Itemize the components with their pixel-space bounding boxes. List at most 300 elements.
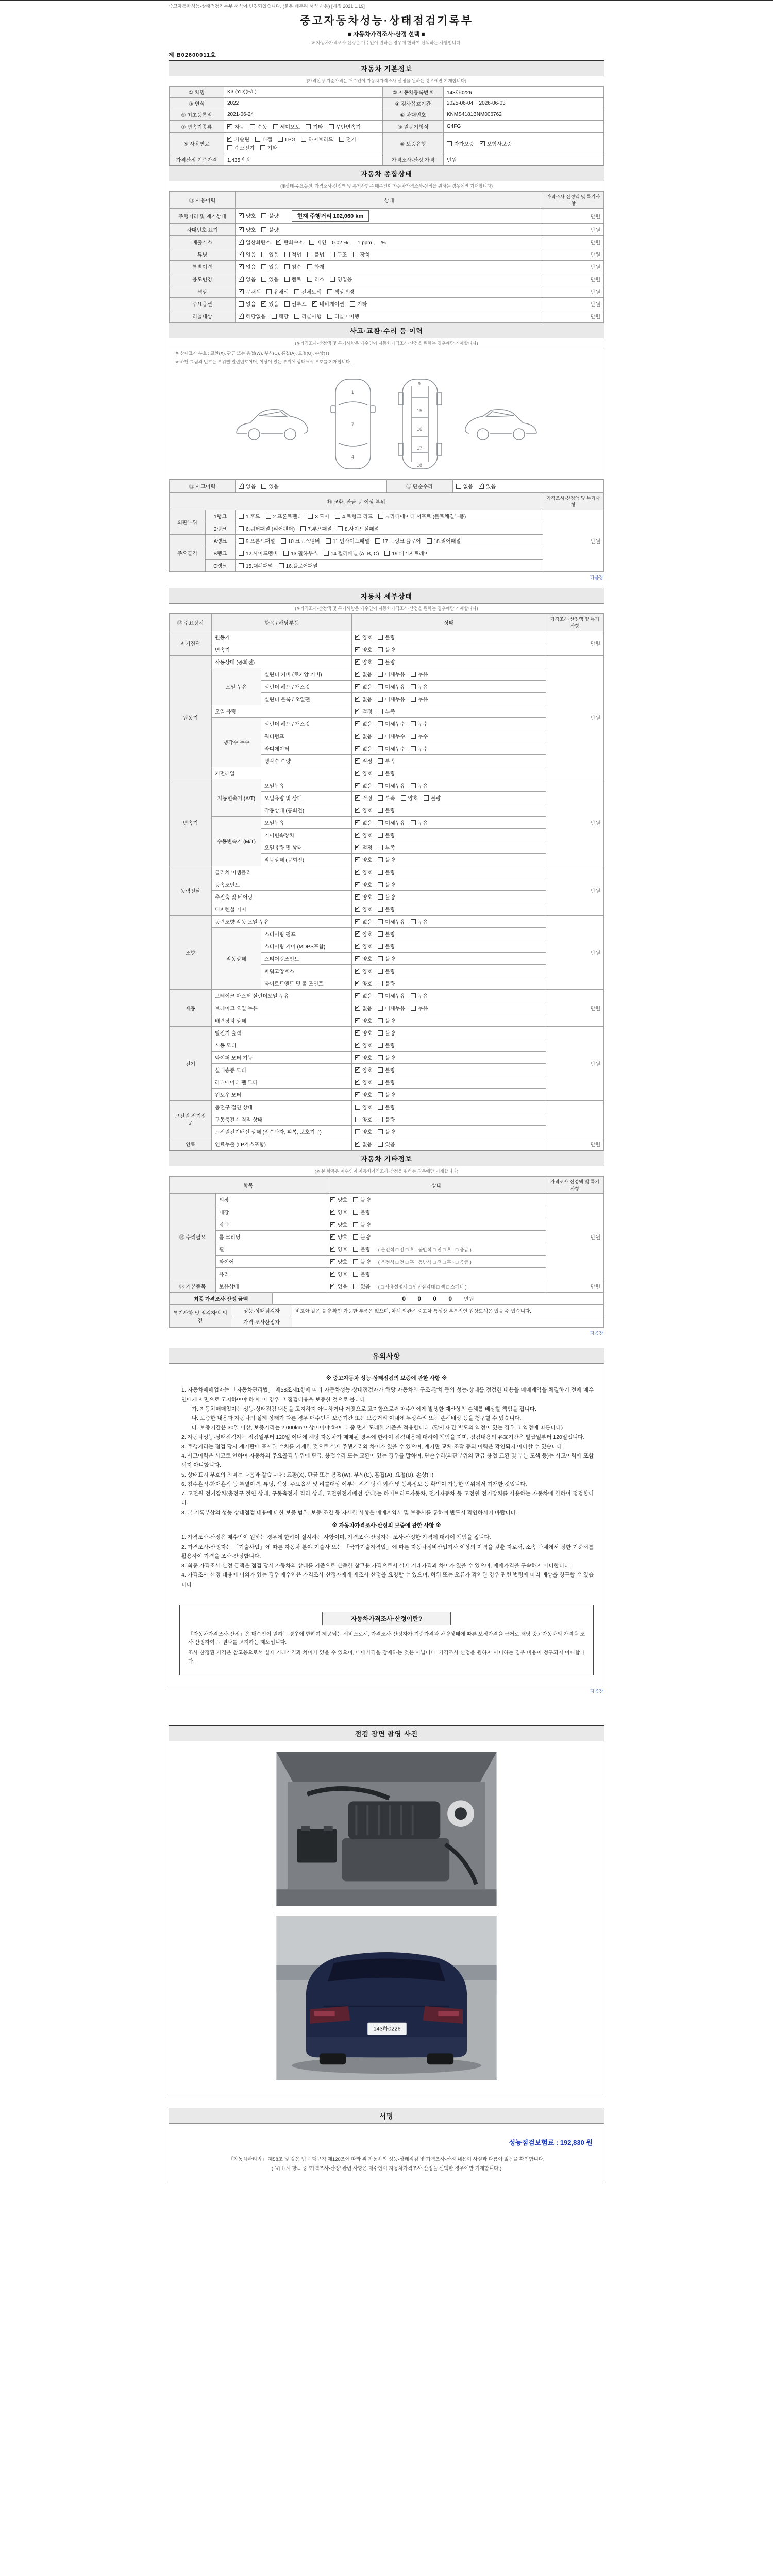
checkbox-box (239, 301, 244, 307)
checkbox-option[interactable] (355, 1115, 372, 1123)
checkbox-box (378, 845, 383, 850)
checkbox-option[interactable] (424, 794, 441, 802)
checkbox-label: 불량 (385, 648, 395, 653)
state-cell (352, 1027, 546, 1039)
checkbox-option[interactable] (306, 123, 323, 130)
basic-info-table (169, 86, 604, 165)
checkbox-option[interactable] (330, 1233, 347, 1241)
state-cell (352, 643, 546, 656)
checkbox-option[interactable] (355, 732, 372, 740)
checkbox-box (411, 734, 416, 739)
table-row (170, 121, 604, 133)
table-row (170, 1089, 604, 1101)
checkbox-box (355, 969, 360, 974)
checkbox-option[interactable] (427, 537, 461, 545)
checkbox-option[interactable] (276, 238, 304, 246)
checkbox-option[interactable] (250, 123, 267, 130)
notice-line: 1. 자동차매매업자는 「자동차관리법」 제58조제1항에 따라 자동차성능·상태점검자가 해당 자동차의 구조·장치 등의 성능·상태를 점검한 내용을 매매계약을 체결하기 전에 매수인에게 서면으로 고지하여야 하며, 이 경우 그 점검내용을 보증한 것으로 봅니다. (181, 1387, 594, 1403)
checkbox-option[interactable] (378, 1004, 405, 1012)
checkbox-option[interactable] (326, 537, 369, 545)
state-cell (352, 742, 546, 755)
checkbox-option[interactable] (353, 1245, 370, 1253)
device-label: 자기진단 (170, 631, 212, 656)
check-group (355, 648, 401, 653)
checkbox-box (307, 252, 312, 257)
checkbox-box (306, 124, 311, 129)
checkbox-option[interactable] (353, 1208, 370, 1216)
checkbox-option[interactable] (378, 757, 395, 765)
item-label: 오일 유량 (212, 705, 352, 718)
checkbox-option[interactable] (378, 880, 395, 888)
checkbox-option[interactable] (355, 1016, 372, 1024)
table-row (170, 224, 604, 236)
checkbox-option[interactable] (355, 794, 372, 802)
checkbox-option[interactable] (261, 226, 278, 233)
checkbox-option[interactable] (378, 893, 395, 901)
checkbox-label: 양호 (362, 833, 373, 839)
checkbox-option[interactable] (350, 300, 367, 308)
checkbox-box (411, 721, 416, 726)
checkbox-label: 양호 (338, 1223, 348, 1228)
checkbox-option[interactable] (327, 287, 355, 295)
checkbox-option[interactable] (378, 695, 405, 703)
checkbox-label: 불량 (385, 635, 395, 641)
checkbox-option[interactable] (353, 1221, 370, 1228)
checkbox-option[interactable] (261, 300, 278, 308)
checkbox-option[interactable] (378, 1128, 395, 1136)
checkbox-option[interactable] (355, 893, 372, 901)
price-cell: 만원 (546, 916, 604, 990)
checkbox-option[interactable] (378, 1041, 395, 1049)
checkbox-option[interactable] (294, 287, 322, 295)
table-row (170, 209, 604, 224)
checkbox-option[interactable] (353, 1196, 370, 1204)
notice-line: 8. 본 기록부상의 성능·상태점검 내용에 대한 보증 범위, 보증 조건 등 자세한 사항은 매매계약서 및 보증서를 통하여 반드시 확인하시기 바랍니다. (181, 1509, 517, 1516)
checkbox-label: 해당 (278, 314, 289, 320)
checkbox-option[interactable] (281, 537, 320, 545)
checkbox-box (411, 993, 416, 998)
checkbox-option[interactable] (355, 1140, 372, 1148)
checkbox-option[interactable] (378, 769, 395, 777)
checkbox-option[interactable] (378, 646, 395, 653)
checkbox-label: 없음 (362, 821, 373, 826)
checkbox-option[interactable] (355, 918, 372, 925)
checkbox-label: 양호 (362, 981, 373, 987)
checkbox-option[interactable] (355, 856, 372, 863)
checkbox-label: 없음 (362, 672, 373, 678)
checkbox-option[interactable] (378, 744, 405, 752)
price-cell: 만원 (543, 236, 604, 248)
checkbox-option[interactable] (307, 275, 324, 283)
checkbox-option[interactable] (378, 1016, 395, 1024)
table-row (170, 1052, 604, 1064)
checkbox-option[interactable] (411, 744, 428, 752)
checkbox-option[interactable] (411, 918, 428, 925)
checkbox-label: 양호 (362, 883, 373, 888)
checkbox-option[interactable] (384, 549, 429, 557)
checkbox-option[interactable] (330, 1208, 347, 1216)
checkbox-label: 없음 (362, 747, 373, 752)
checkbox-option[interactable] (330, 250, 347, 258)
checkbox-label: 누유 (417, 672, 428, 678)
table-header-row (170, 192, 604, 209)
item-label: 라디에이터 (261, 742, 352, 755)
checkbox-option[interactable] (378, 930, 395, 938)
checkbox-box (378, 882, 383, 887)
checkbox-label: 양호 (362, 660, 373, 666)
checkbox-option[interactable] (411, 670, 428, 678)
checkbox-option[interactable] (480, 140, 512, 147)
checkbox-option[interactable] (355, 843, 372, 851)
checkbox-box (378, 684, 383, 689)
checkbox-option[interactable] (355, 720, 372, 727)
checkbox-option[interactable] (355, 633, 372, 641)
checkbox-option[interactable] (355, 782, 372, 789)
checkbox-option[interactable] (355, 967, 372, 975)
checkbox-option[interactable] (378, 512, 466, 520)
checkbox-option[interactable] (355, 831, 372, 839)
checkbox-option[interactable] (355, 806, 372, 814)
checkbox-option[interactable] (353, 1258, 370, 1265)
checkbox-option[interactable] (355, 757, 372, 765)
checkbox-option[interactable] (261, 482, 278, 490)
checkbox-label: 불량 (385, 660, 395, 666)
checkbox-option[interactable] (353, 1270, 370, 1278)
checkbox-option[interactable] (338, 524, 379, 532)
checkbox-option[interactable] (330, 1245, 347, 1253)
checkbox-option[interactable] (239, 549, 278, 557)
checkbox-option[interactable] (239, 562, 273, 569)
checkbox-label: 불량 (385, 883, 395, 888)
checkbox-label: 불량 (385, 1031, 395, 1037)
checkbox-option[interactable] (378, 658, 395, 666)
checkbox-option[interactable] (353, 250, 370, 258)
checkbox-option[interactable] (227, 135, 249, 143)
table-row (170, 1039, 604, 1052)
checkbox-option[interactable] (378, 856, 395, 863)
checkbox-option[interactable] (355, 744, 372, 752)
notice-line: 1. 가격조사·산정은 매수인이 원하는 경우에 한하여 실시하는 사항이며, 가격조사·산정자는 조사·산정한 가격에 대하여 책임을 집니다. (181, 1534, 491, 1541)
item-label: 실내송풍 모터 (212, 1064, 352, 1076)
checkbox-option[interactable] (239, 226, 256, 233)
rank-items (236, 522, 543, 535)
checkbox-option[interactable] (239, 212, 256, 219)
checkbox-option[interactable] (355, 819, 372, 826)
table-row (170, 1194, 604, 1206)
value-text: 만원 (447, 158, 457, 163)
checkbox-option[interactable] (239, 275, 256, 283)
checkbox-option[interactable] (378, 1091, 395, 1098)
state-cell (236, 236, 543, 248)
table-row (170, 1256, 604, 1268)
checkbox-option[interactable] (324, 549, 379, 557)
checkbox-option[interactable] (479, 482, 496, 490)
checkbox-box (378, 993, 383, 998)
next-page-marker-3[interactable]: 다음장 (590, 1689, 603, 1694)
checkbox-box (353, 1284, 358, 1289)
checkbox-option[interactable] (284, 250, 301, 258)
checkbox-option[interactable] (378, 819, 405, 826)
checkbox-option[interactable] (239, 482, 256, 490)
checkbox-option[interactable] (335, 512, 373, 520)
checkbox-option[interactable] (272, 312, 289, 320)
checkbox-option[interactable] (411, 732, 428, 740)
checkbox-label: 불량 (385, 944, 395, 950)
state-cell (236, 261, 543, 273)
check-group (355, 957, 401, 962)
checkbox-option[interactable] (239, 250, 256, 258)
field-value (224, 109, 383, 121)
item-label: 윈도우 모터 (212, 1089, 352, 1101)
checkbox-option[interactable] (378, 683, 405, 690)
checkbox-option[interactable] (355, 683, 372, 690)
checkbox-option[interactable] (355, 930, 372, 938)
column-header: 가격조사·산정액 및 특기사항 (546, 1177, 604, 1194)
checkbox-option[interactable] (378, 868, 395, 876)
checkbox-option[interactable] (309, 238, 326, 246)
check-group (239, 551, 434, 557)
checkbox-option[interactable] (378, 967, 395, 975)
checkbox-option[interactable] (401, 794, 418, 802)
checkbox-label: 부족 (385, 796, 395, 802)
checkbox-option[interactable] (355, 1091, 372, 1098)
checkbox-option[interactable] (355, 646, 372, 653)
price-cell: 만원 (543, 510, 604, 572)
checkbox-option[interactable] (378, 918, 405, 925)
checkbox-option[interactable] (261, 212, 278, 219)
signature-legal-lines (169, 2153, 604, 2182)
checkbox-option[interactable] (330, 1221, 347, 1228)
checkbox-option[interactable] (330, 1196, 347, 1204)
checkbox-box (378, 944, 383, 949)
checkbox-option[interactable] (273, 123, 300, 130)
checkbox-box (355, 684, 360, 689)
checkbox-option[interactable] (378, 1103, 395, 1111)
checkbox-option[interactable] (266, 287, 289, 295)
checkbox-option[interactable] (378, 806, 395, 814)
checkbox-option[interactable] (355, 992, 372, 999)
checkbox-option[interactable] (378, 1078, 395, 1086)
checkbox-option[interactable] (329, 123, 361, 130)
checkbox-option[interactable] (261, 263, 278, 270)
notice-line: 5. 상태표시 부호의 의미는 다음과 같습니다 : 교환(X), 판금 또는 용접(W), 부식(C), 흠집(A), 요철(U), 손상(T) (181, 1471, 434, 1478)
checkbox-box (239, 526, 244, 531)
checkbox-option[interactable] (378, 633, 395, 641)
item-label: 등속조인트 (212, 878, 352, 891)
checkbox-option[interactable] (411, 992, 428, 999)
checkbox-option[interactable] (355, 1029, 372, 1037)
checkbox-option[interactable] (355, 1128, 372, 1136)
table-header-row (170, 493, 604, 510)
checkbox-option[interactable] (355, 1054, 372, 1061)
check-group (330, 1223, 376, 1228)
checkbox-option[interactable] (239, 512, 260, 520)
field-value (444, 87, 604, 98)
checkbox-label: 없음 (360, 1284, 371, 1290)
price-cell: 만원 (543, 285, 604, 298)
checkbox-option[interactable] (378, 1066, 395, 1074)
checkbox-box (355, 808, 360, 813)
checkbox-option[interactable] (378, 843, 395, 851)
column-header: ⑮ 주요장치 (170, 614, 212, 631)
checkbox-option[interactable] (378, 732, 405, 740)
field-value (444, 109, 604, 121)
checkbox-option[interactable] (355, 1066, 372, 1074)
checkbox-option[interactable] (355, 905, 372, 913)
checkbox-option[interactable] (355, 1004, 372, 1012)
check-group (294, 314, 365, 320)
checkbox-option[interactable] (411, 683, 428, 690)
checkbox-option[interactable] (301, 135, 333, 143)
checkbox-box (375, 538, 380, 544)
check-group (294, 290, 360, 295)
checkbox-option[interactable] (279, 562, 318, 569)
checkbox-option[interactable] (294, 312, 322, 320)
checkbox-label: 불량 (385, 870, 395, 876)
checkbox-box (378, 635, 383, 640)
checkbox-option[interactable] (378, 1054, 395, 1061)
checkbox-option[interactable] (378, 720, 405, 727)
checkbox-option[interactable] (300, 524, 332, 532)
checkbox-option[interactable] (355, 880, 372, 888)
checkbox-option[interactable] (378, 1029, 395, 1037)
checkbox-option[interactable] (330, 1282, 347, 1290)
checkbox-option[interactable] (284, 263, 301, 270)
checkbox-option[interactable] (378, 1140, 395, 1148)
checkbox-option[interactable] (239, 238, 271, 246)
checkbox-option[interactable] (355, 670, 372, 678)
checkbox-option[interactable] (355, 979, 372, 987)
checkbox-option[interactable] (378, 831, 395, 839)
checkbox-box (355, 1067, 360, 1073)
checkbox-option[interactable] (378, 905, 395, 913)
checkbox-option[interactable] (411, 782, 428, 789)
checkbox-option[interactable] (330, 1258, 347, 1265)
checkbox-option[interactable] (255, 135, 272, 143)
checkbox-option[interactable] (284, 300, 307, 308)
item-label: 실린더 커버 (로커암 커버) (261, 668, 352, 681)
checkbox-box (355, 1092, 360, 1097)
checkbox-option[interactable] (378, 707, 395, 715)
checkbox-option[interactable] (378, 670, 405, 678)
checkbox-option[interactable] (378, 955, 395, 962)
checkbox-option[interactable] (239, 287, 261, 295)
check-group (355, 1043, 401, 1049)
checkbox-option[interactable] (411, 1004, 428, 1012)
checkbox-box (378, 697, 383, 702)
checkbox-label: 양호 (362, 635, 373, 641)
checkbox-box (239, 289, 244, 294)
checkbox-option[interactable] (239, 263, 256, 270)
checkbox-box (355, 882, 360, 887)
state-cell (352, 705, 546, 718)
checkbox-option[interactable] (378, 1115, 395, 1123)
checkbox-option[interactable] (411, 720, 428, 727)
checkbox-option[interactable] (239, 300, 256, 308)
next-page-marker-1[interactable]: 다음장 (590, 575, 603, 580)
checkbox-option[interactable] (330, 275, 352, 283)
checkbox-option[interactable] (327, 312, 359, 320)
checkbox-option[interactable] (355, 942, 372, 950)
next-page-marker-2[interactable]: 다음장 (590, 1331, 603, 1336)
table-row (170, 1002, 604, 1014)
checkbox-option[interactable] (330, 1270, 347, 1278)
checkbox-option[interactable] (411, 819, 428, 826)
checkbox-option[interactable] (307, 263, 324, 270)
checkbox-option[interactable] (353, 1233, 370, 1241)
checkbox-option[interactable] (355, 695, 372, 703)
checkbox-option[interactable] (378, 992, 405, 999)
checkbox-label: 누유 (417, 697, 428, 703)
checkbox-option[interactable] (266, 512, 303, 520)
checkbox-option[interactable] (411, 695, 428, 703)
checkbox-label: 리콜미이행 (334, 314, 359, 320)
item-label: 와이퍼 모터 기능 (212, 1052, 352, 1064)
checkbox-option[interactable] (239, 537, 275, 545)
checkbox-option[interactable] (355, 769, 372, 777)
checkbox-option[interactable] (312, 300, 344, 308)
checkbox-option[interactable] (283, 549, 318, 557)
checkbox-option[interactable] (375, 537, 421, 545)
checkbox-label: 12.사이드멤버 (246, 551, 278, 557)
checkbox-option[interactable] (307, 250, 324, 258)
checkbox-option[interactable] (355, 707, 372, 715)
checkbox-label: 유채색 (273, 290, 289, 295)
checkbox-option[interactable] (456, 482, 473, 490)
checkbox-option[interactable] (308, 512, 329, 520)
checkbox-option[interactable] (355, 1103, 372, 1111)
table-row (170, 767, 604, 779)
state-cell (327, 1218, 546, 1231)
checkbox-box (411, 684, 416, 689)
opinion-who: 가격·조사산정자 (231, 1316, 292, 1328)
checkbox-option[interactable] (339, 135, 356, 143)
checkbox-option[interactable] (278, 137, 295, 143)
checkbox-box (353, 252, 358, 257)
field-label: ⑨ 사용연료 (170, 133, 224, 154)
checkbox-option[interactable] (353, 1282, 370, 1290)
section-box-signature (169, 2108, 604, 2182)
checkbox-option[interactable] (261, 275, 278, 283)
checkbox-option[interactable] (355, 658, 372, 666)
checkbox-option[interactable] (355, 868, 372, 876)
checkbox-box (255, 137, 260, 142)
checkbox-option[interactable] (261, 250, 278, 258)
checkbox-option[interactable] (355, 1041, 372, 1049)
checkbox-option[interactable] (284, 275, 301, 283)
checkbox-box (276, 240, 281, 245)
checkbox-option[interactable] (355, 955, 372, 962)
checkbox-box (378, 647, 383, 652)
state-cell (352, 718, 546, 730)
checkbox-option[interactable] (378, 942, 395, 950)
checkbox-option[interactable] (227, 144, 255, 151)
state-cell (352, 817, 546, 829)
checkbox-option[interactable] (239, 312, 266, 320)
checkbox-option[interactable] (378, 979, 395, 987)
checkbox-option[interactable] (378, 782, 405, 789)
checkbox-label: 2.프론트펜더 (273, 514, 303, 520)
table-row (170, 87, 604, 98)
checkbox-option[interactable] (227, 123, 244, 130)
checkbox-option[interactable] (447, 140, 474, 147)
checkbox-option[interactable] (239, 524, 295, 532)
car-diagram-top-view (328, 375, 378, 473)
checkbox-option[interactable] (378, 794, 395, 802)
checkbox-option[interactable] (260, 144, 277, 151)
checkbox-label: 누유 (417, 994, 428, 999)
checkbox-option[interactable] (355, 1078, 372, 1086)
